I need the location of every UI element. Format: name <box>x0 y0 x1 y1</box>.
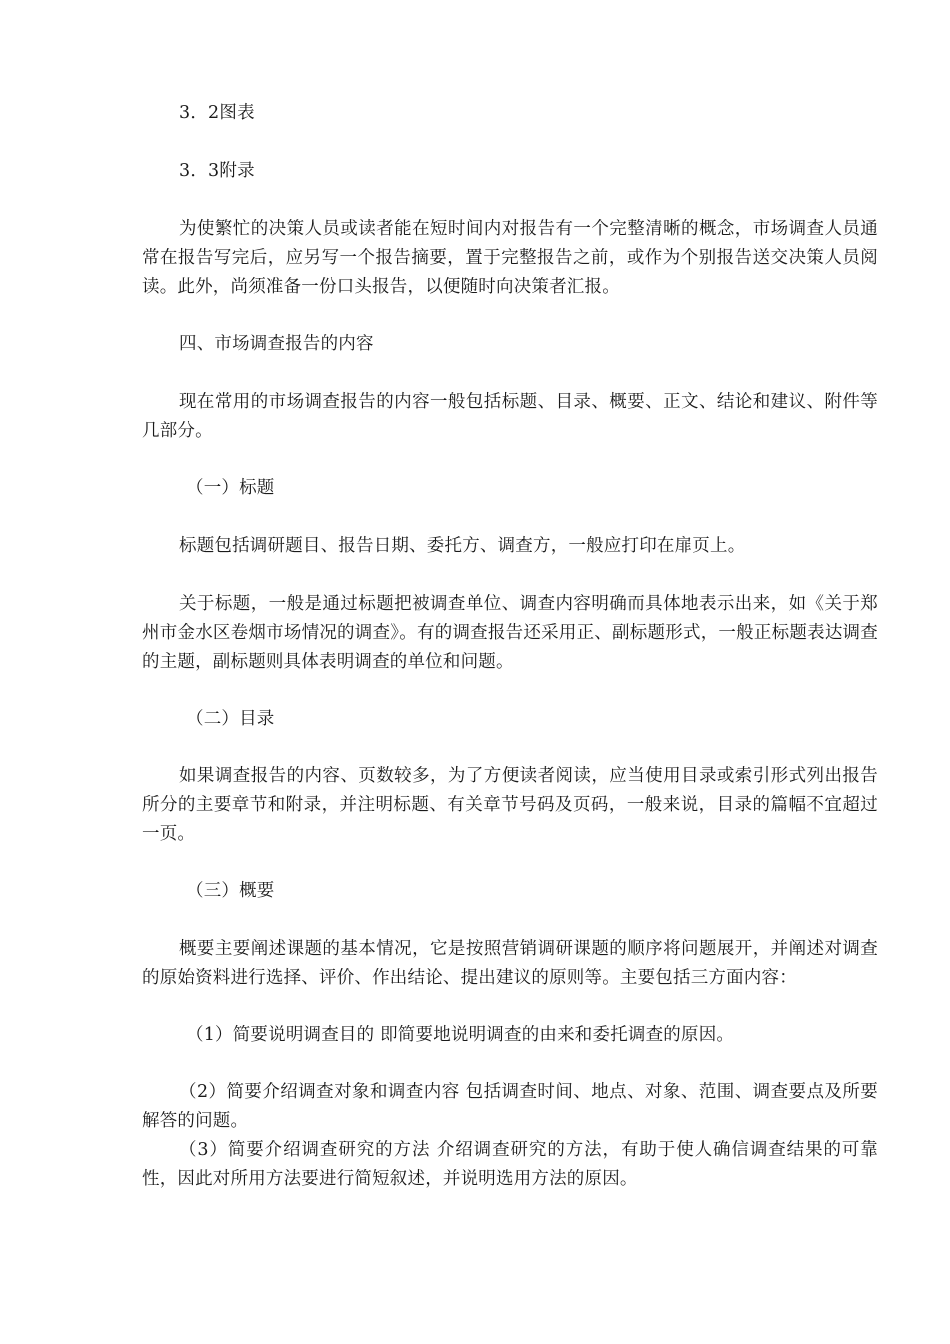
paragraph-about-title: 关于标题，一般是通过标题把被调查单位、调查内容明确而具体地表示出来，如《关于郑州市金水区卷烟市场情况的调查》。有的调查报告还采用正、副标题形式，一般正标题表达调查的主题，副标题则具体表明调查的单位和问题。 <box>142 594 878 672</box>
subheading-toc: （二）目录 <box>186 709 275 729</box>
subheading-title: （一）标题 <box>186 478 275 498</box>
section-heading-3-2: 3．2图表 <box>179 103 255 123</box>
section-heading-4: 四、市场调查报告的内容 <box>179 334 374 354</box>
subheading-summary: （三）概要 <box>186 881 275 901</box>
list-item-3: （3）简要介绍调查研究的方法 介绍调查研究的方法，有助于使人确信调查结果的可靠性，因此对所用方法要进行简短叙述，并说明选用方法的原因。 <box>142 1140 878 1189</box>
paragraph-report-contents: 现在常用的市场调查报告的内容一般包括标题、目录、概要、正文、结论和建议、附件等几部分。 <box>142 392 878 441</box>
list-item-1: （1）简要说明调查目的 即简要地说明调查的由来和委托调查的原因。 <box>186 1025 735 1045</box>
section-heading-3-3: 3．3附录 <box>179 161 255 181</box>
paragraph-summary-purpose: 为使繁忙的决策人员或读者能在短时间内对报告有一个完整清晰的概念，市场调查人员通常在报告写完后，应另写一个报告摘要，置于完整报告之前，或作为个别报告送交决策人员阅读。此外，尚须准备一份口头报告，以便随时向决策者汇报。 <box>142 219 878 297</box>
paragraph-title-contents: 标题包括调研题目、报告日期、委托方、调查方，一般应打印在扉页上。 <box>179 536 746 556</box>
paragraph-summary-main: 概要主要阐述课题的基本情况，它是按照营销调研课题的顺序将问题展开，并阐述对调查的原始资料进行选择、评价、作出结论、提出建议的原则等。主要包括三方面内容： <box>142 939 878 988</box>
paragraph-toc: 如果调查报告的内容、页数较多，为了方便读者阅读，应当使用目录或索引形式列出报告所分的主要章节和附录，并注明标题、有关章节号码及页码，一般来说，目录的篇幅不宜超过一页。 <box>142 766 878 844</box>
list-item-2: （2）简要介绍调查对象和调查内容 包括调查时间、地点、对象、范围、调查要点及所要解答的问题。 <box>142 1082 878 1131</box>
